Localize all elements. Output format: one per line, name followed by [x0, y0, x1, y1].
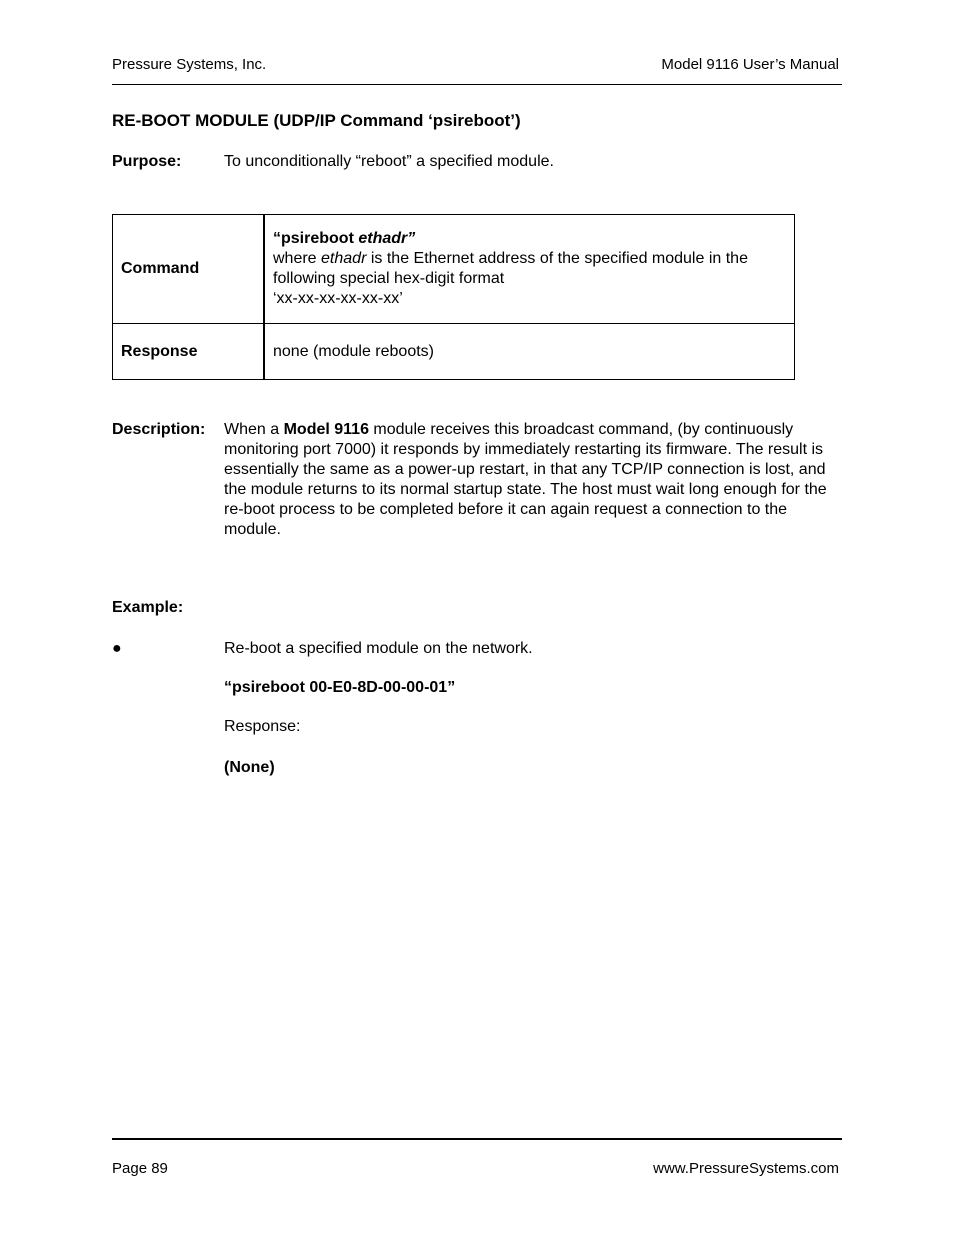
command-format: ‘xx-xx-xx-xx-xx-xx’ [273, 290, 403, 307]
example-label: Example: [112, 599, 184, 616]
footer-website: www.PressureSystems.com [653, 1160, 839, 1177]
command-syntax [273, 229, 786, 249]
page-number: Page 89 [112, 1160, 168, 1177]
bullet-icon: ● [112, 640, 122, 657]
header-divider [112, 84, 842, 85]
example-command: “psireboot 00-E0-8D-00-00-01” [224, 679, 456, 696]
example-response-label: Response: [224, 718, 301, 735]
description-text [224, 420, 844, 540]
command-name: “psireboot [273, 230, 359, 247]
command-arg: ethadr” [358, 230, 416, 247]
description-label: Description: [112, 421, 206, 438]
description-body: module receives this broadcast command, (by continuously monitoring port 7000) it responds by immediately restarting its firmware. The result is essentially the same as a power-up restart, in that any TCP/IP connection is lost, and the module returns to its normal startup state. The host must wait long enough for the re-boot process to be completed before it can again request a connection to the module. [224, 421, 827, 538]
section-title: RE-BOOT MODULE (UDP/IP Command ‘psireboot’) [112, 111, 521, 130]
command-cell [264, 215, 795, 324]
command-table [112, 214, 795, 380]
response-text: none (module reboots) [264, 324, 795, 380]
response-label: Response [113, 324, 265, 380]
command-where [273, 249, 786, 289]
description-model: Model 9116 [283, 421, 369, 438]
example-item-text: Re-boot a specified module on the network. [224, 640, 533, 657]
purpose-text: To unconditionally “reboot” a specified module. [224, 153, 554, 170]
header-company: Pressure Systems, Inc. [112, 56, 267, 73]
where-prefix: where [273, 250, 322, 267]
description-prefix: When a [224, 421, 284, 438]
command-label: Command [113, 215, 265, 324]
response-row [113, 324, 795, 380]
footer-divider [112, 1138, 842, 1140]
purpose-label: Purpose: [112, 153, 182, 170]
where-arg: ethadr [321, 250, 367, 267]
example-response-value: (None) [224, 759, 275, 776]
command-row [113, 215, 795, 324]
header-manual-title: Model 9116 User’s Manual [661, 56, 839, 73]
where-suffix: is the Ethernet address of the specified module in the following special hex-digit format [273, 250, 748, 287]
